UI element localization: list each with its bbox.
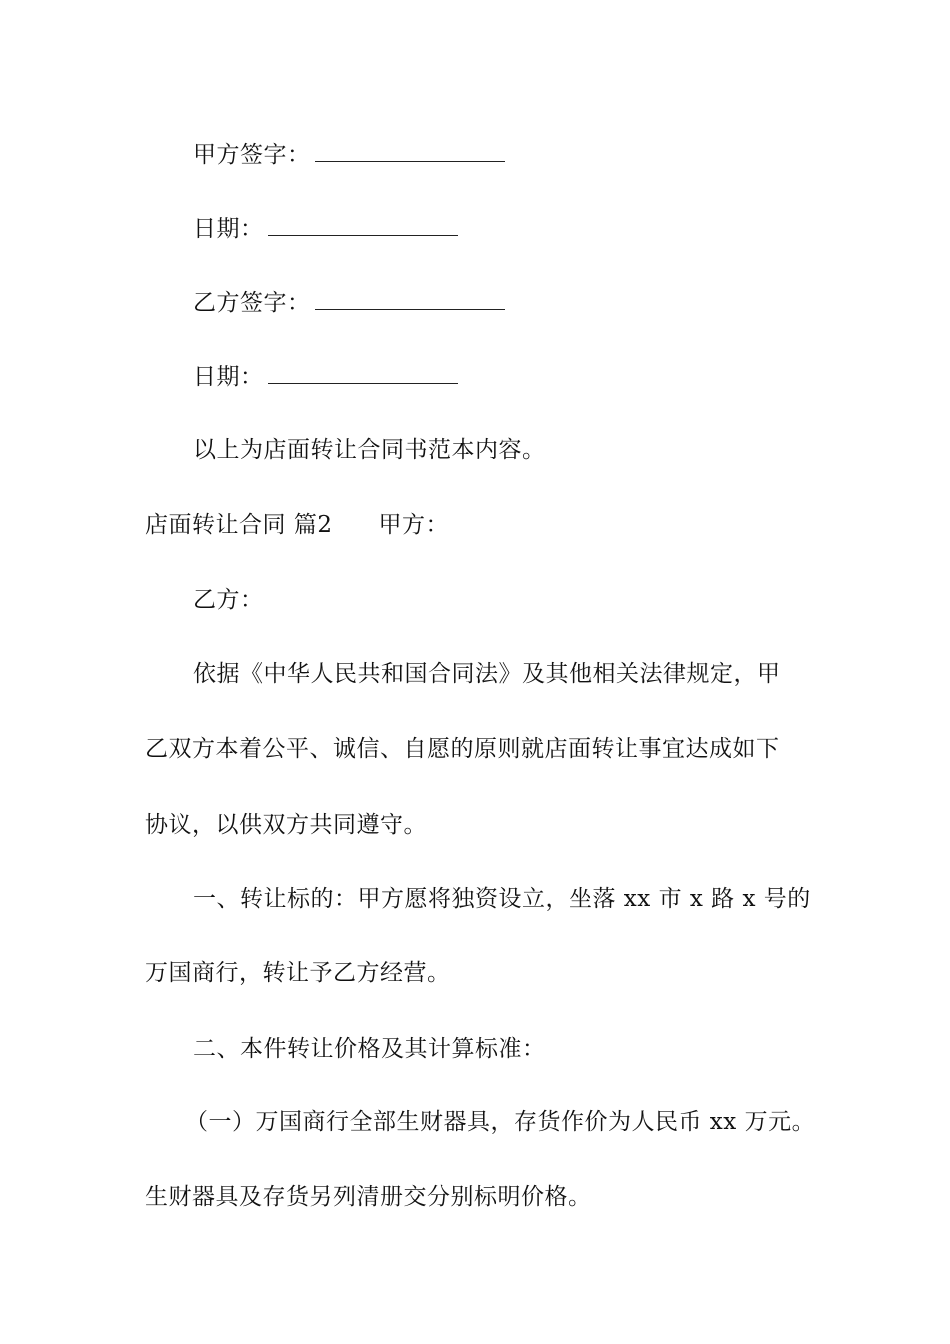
section-title: 店面转让合同 xyxy=(145,512,286,538)
party-a-signature-line xyxy=(193,139,505,170)
paragraph-line: 生财器具及存货另列清册交分别标明价格。 xyxy=(145,1184,592,1210)
date-blank-2 xyxy=(268,361,458,384)
party-b-signature-blank xyxy=(315,287,505,310)
party-b-signature-line xyxy=(193,287,505,318)
paragraph-line: 万国商行，转让予乙方经营。 xyxy=(145,960,451,986)
date-label-1: 日期： xyxy=(193,216,264,242)
date-line-2 xyxy=(193,361,458,392)
date-line-1 xyxy=(193,213,458,244)
section-part: 篇2 xyxy=(293,512,333,538)
closing-text: 以上为店面转让合同书范本内容。 xyxy=(193,437,546,463)
date-blank-1 xyxy=(268,213,458,236)
paragraph-line: 二、本件转让价格及其计算标准： xyxy=(193,1036,546,1062)
date-label-2: 日期： xyxy=(193,364,264,390)
party-a-signature-blank xyxy=(315,139,505,162)
paragraph-line: 一、转让标的：甲方愿将独资设立，坐落 xx 市 x 路 x 号的 xyxy=(193,886,811,912)
paragraph-line: 协议，以供双方共同遵守。 xyxy=(145,812,427,838)
section-heading xyxy=(145,510,449,540)
party-a-signature-label: 甲方签字： xyxy=(193,142,311,168)
paragraph-line: 依据《中华人民共和国合同法》及其他相关法律规定，甲 xyxy=(193,661,781,687)
paragraph-line: 乙双方本着公平、诚信、自愿的原则就店面转让事宜达成如下 xyxy=(145,736,780,762)
party-a-label: 甲方： xyxy=(378,512,449,538)
party-b-label: 乙方： xyxy=(193,587,264,613)
paragraph-line: （一）万国商行全部生财器具，存货作价为人民币 xx 万元。 xyxy=(185,1109,816,1135)
party-b-signature-label: 乙方签字： xyxy=(193,290,311,316)
